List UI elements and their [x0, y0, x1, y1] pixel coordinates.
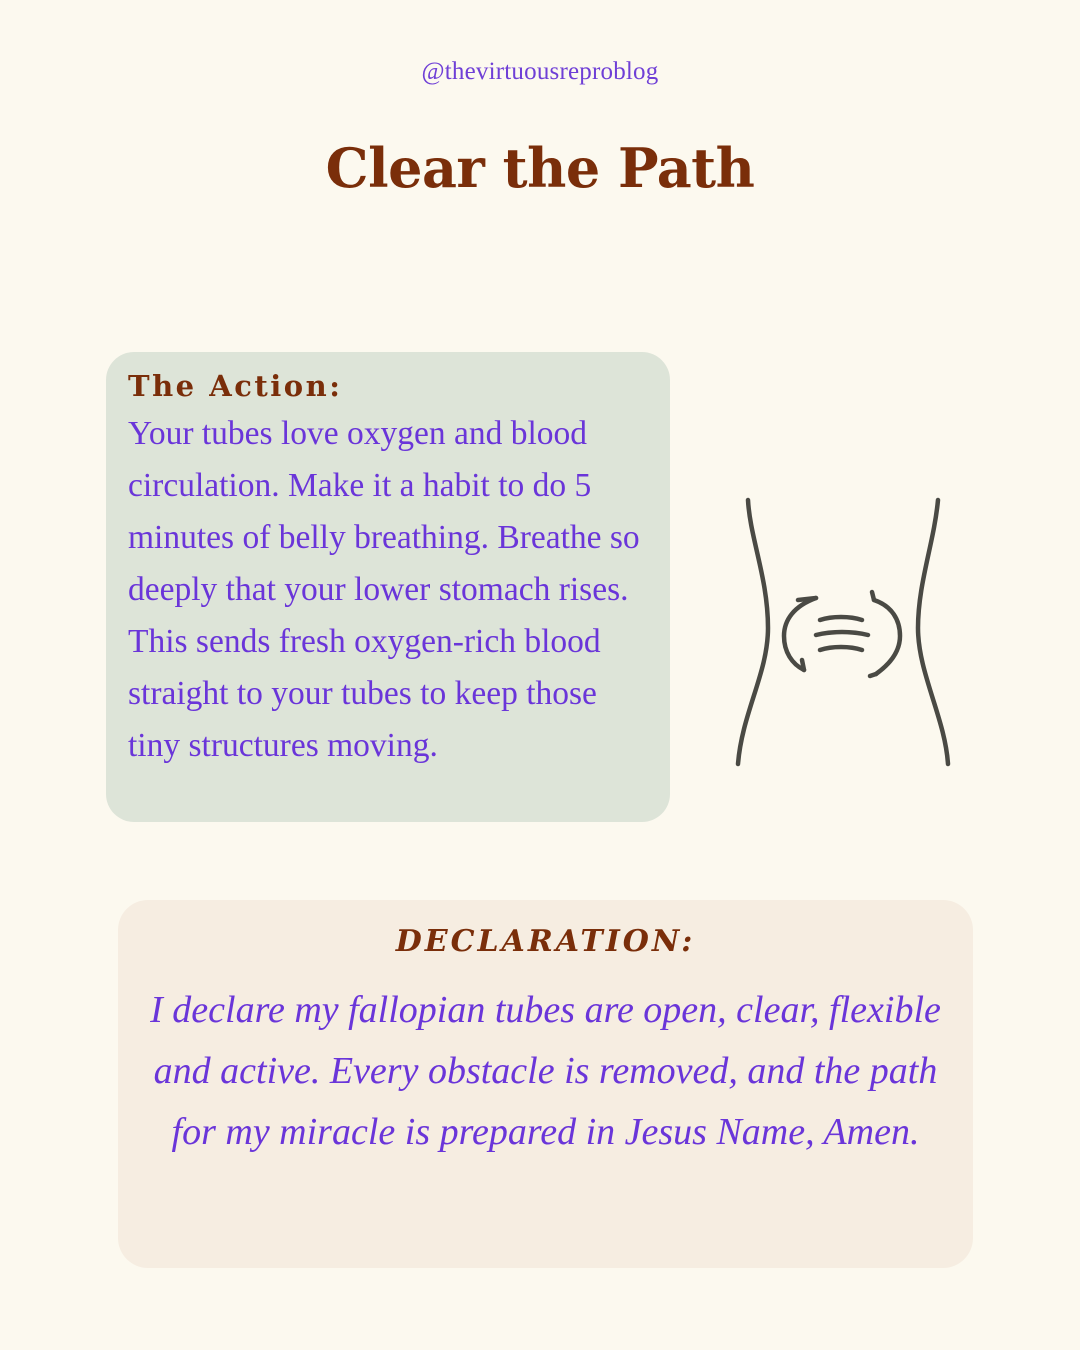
- action-body-text: Your tubes love oxygen and blood circulation. Make it a habit to do 5 minutes of belly breathing. Breathe so deeply that your lower stomach rises. This sends fresh oxygen-rich blood straight to your tubes to keep those tiny structures moving.: [128, 415, 640, 764]
- action-card: [106, 352, 670, 822]
- account-handle: @thevirtuousreproblog: [421, 58, 659, 85]
- belly-breathing-torso-icon: [720, 488, 970, 778]
- page-title: Clear the Path: [325, 136, 755, 200]
- declaration-text: I declare my fallopian tubes are open, clear, flexible and active. Every obstacle is removed, and the path for my miracle is prepared in Jesus Name, Amen.: [150, 989, 941, 1153]
- declaration-heading: DECLARATION:: [395, 924, 696, 959]
- declaration-card: [118, 900, 973, 1268]
- action-heading: The Action:: [128, 369, 343, 403]
